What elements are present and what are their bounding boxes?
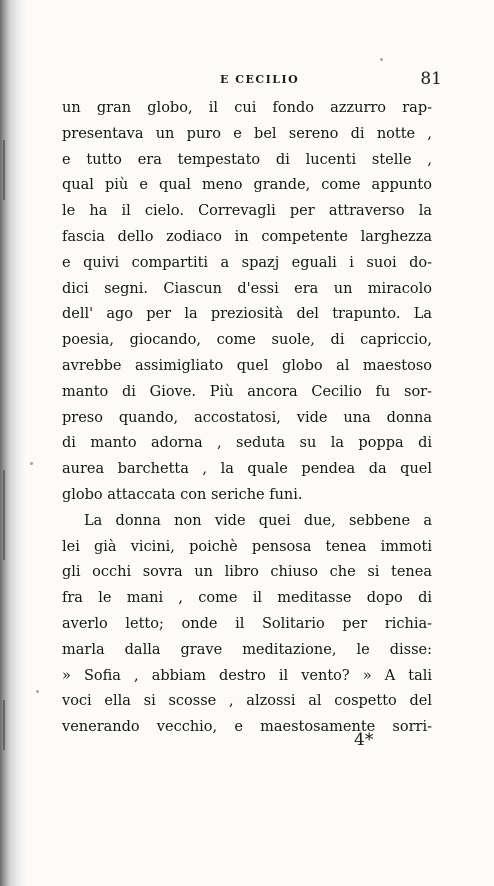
ink-speck bbox=[380, 58, 383, 61]
text-line: presentava un puro e bel sereno di notte , bbox=[62, 125, 432, 142]
text-line: dell' ago per la preziosità del trapunto. La bbox=[62, 306, 432, 323]
text-line: qual più e qual meno grande, come appunto bbox=[62, 177, 432, 194]
text-line: le ha il cielo. Correvagli per attraverso la bbox=[62, 203, 432, 220]
page-gutter-shadow bbox=[0, 0, 26, 886]
text-line: avrebbe assimigliato quel globo al maestoso bbox=[62, 357, 432, 374]
text-line: voci ella si scosse , alzossi al cospetto del bbox=[62, 693, 432, 710]
text-line: marla dalla grave meditazione, le disse: bbox=[62, 641, 432, 658]
text-line: fascia dello zodiaco in competente larghezza bbox=[62, 228, 432, 245]
text-line: gli occhi sovra un libro chiuso che si tenea bbox=[62, 564, 432, 581]
text-line: globo attaccata con seriche funi. bbox=[62, 486, 303, 503]
page-header bbox=[60, 71, 442, 91]
text-line: e tutto era tempestato di lucenti stelle , bbox=[62, 151, 432, 168]
text-line: venerando vecchio, e maestosamente sorri- bbox=[62, 719, 432, 736]
text-line: averlo letto; onde il Solitario per richia- bbox=[62, 615, 432, 632]
spine-mark bbox=[3, 700, 5, 750]
ink-speck bbox=[36, 690, 39, 693]
text-line: preso quando, accostatosi, vide una donna bbox=[62, 409, 432, 426]
text-line: » Sofia , abbiam destro il vento? » A tali bbox=[62, 667, 432, 684]
text-line: aurea barchetta , la quale pendea da quel bbox=[62, 461, 432, 478]
paragraph-1 bbox=[62, 96, 432, 509]
text-line: di manto adorna , seduta su la poppa di bbox=[62, 435, 432, 452]
text-line: lei già vicini, poichè pensosa tenea immoti bbox=[62, 538, 432, 555]
spine-mark bbox=[3, 470, 5, 560]
text-line: poesia, giocando, come suole, di capriccio, bbox=[62, 332, 432, 349]
text-line: fra le mani , come il meditasse dopo di bbox=[62, 590, 432, 607]
text-line: manto di Giove. Più ancora Cecilio fu sor- bbox=[62, 383, 432, 400]
text-line: e quivi compartiti a spazj eguali i suoi do- bbox=[62, 254, 432, 271]
page-number: 81 bbox=[420, 69, 442, 89]
running-title: E CECILIO bbox=[220, 73, 300, 86]
text-line: dici segni. Ciascun d'essi era un miracolo bbox=[62, 280, 432, 297]
ink-speck bbox=[30, 462, 33, 465]
text-line: La donna non vide quei due, sebbene a bbox=[84, 512, 432, 529]
body-text bbox=[62, 96, 432, 741]
spine-mark bbox=[3, 140, 5, 200]
paragraph-2 bbox=[62, 509, 432, 741]
signature-mark: 4* bbox=[354, 730, 374, 750]
text-line: un gran globo, il cui fondo azzurro rap- bbox=[62, 100, 432, 116]
